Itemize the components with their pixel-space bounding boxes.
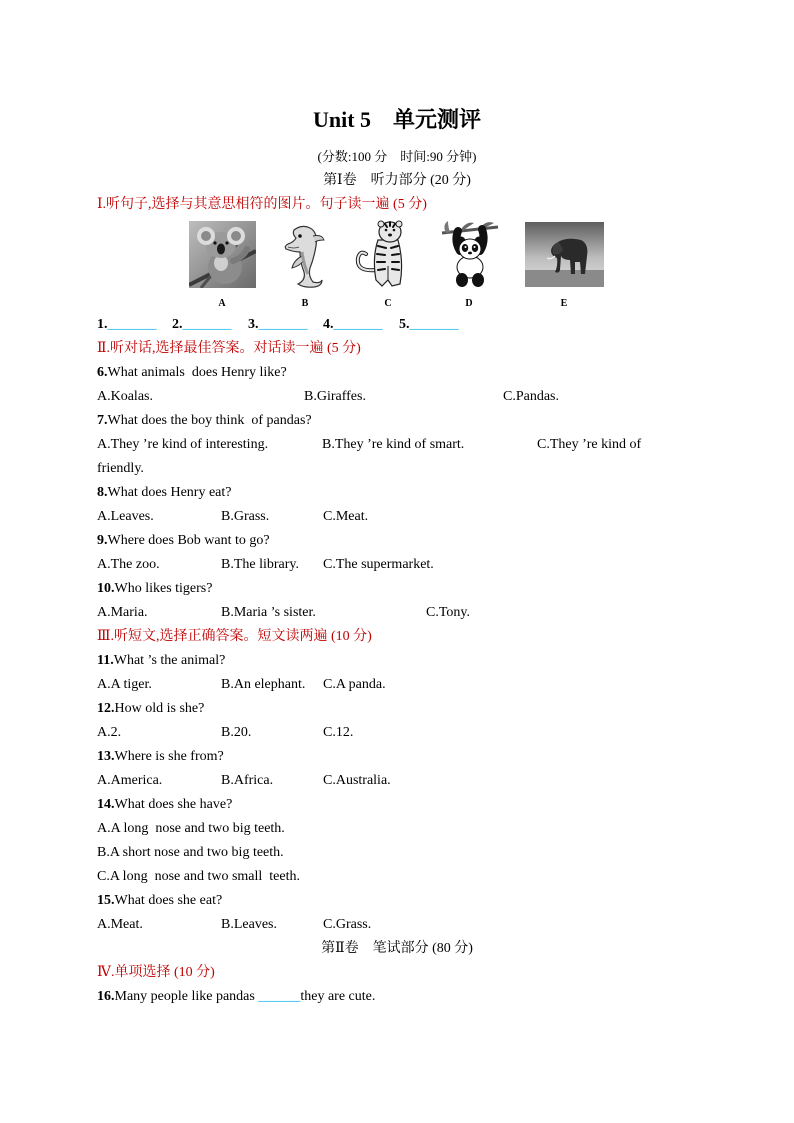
option-a: A.Leaves.: [97, 509, 154, 524]
picture-label-a: A: [218, 298, 226, 309]
option-b: B.Giraffes.: [304, 389, 366, 404]
question-12: [97, 697, 697, 721]
section-4-heading: Ⅳ.单项选择 (10 分): [97, 965, 215, 980]
blank-number: 5.: [399, 317, 410, 332]
picture-label-e: E: [560, 298, 568, 309]
elephant-picture: [525, 222, 604, 287]
question-6-options: [97, 385, 697, 409]
question-number: 14.: [97, 797, 115, 812]
option-c: C.Australia.: [323, 773, 391, 788]
question-text: What animals does Henry like?: [107, 365, 287, 380]
answer-blank-2: [172, 313, 232, 337]
question-10-options: [97, 601, 697, 625]
section-2-heading: Ⅱ.听对话,选择最佳答案。对话读一遍 (5 分): [97, 341, 361, 356]
question-number: 16.: [97, 989, 115, 1004]
question-14: [97, 793, 697, 817]
picture-label-c: C: [384, 298, 392, 309]
option-c: C.Pandas.: [503, 389, 559, 404]
score-time-info: (分数:100 分 时间:90 分钟): [317, 149, 477, 164]
question-8-options: [97, 505, 697, 529]
option-c: C.12.: [323, 725, 354, 740]
question-text-before: Many people like pandas: [114, 989, 259, 1004]
blank-number: 1.: [97, 317, 108, 332]
question-text-after: they are cute.: [300, 989, 376, 1004]
blank-line: _______: [258, 317, 308, 332]
blank-line: _______: [182, 317, 232, 332]
option-b: B.Africa.: [221, 773, 274, 788]
question-6: [97, 361, 697, 385]
blank-line: _______: [333, 317, 383, 332]
question-14-option-b: [97, 841, 697, 865]
picture-label-b: B: [301, 298, 309, 309]
answer-blank-4: [323, 313, 383, 337]
blank-number: 4.: [323, 317, 334, 332]
question-number: 6.: [97, 365, 108, 380]
question-16: [97, 985, 697, 1009]
volume-2-heading-text: 第Ⅱ卷 笔试部分 (80 分): [321, 941, 473, 956]
option-c-continuation-text: friendly.: [97, 461, 144, 476]
option-b: B.The library.: [221, 557, 300, 572]
picture-e: [525, 222, 604, 287]
volume-2-heading: [97, 937, 697, 961]
picture-a: [189, 221, 256, 288]
question-text: Where does Bob want to go?: [107, 533, 270, 548]
option-c: C.Meat.: [323, 509, 369, 524]
tiger-picture: [352, 218, 424, 288]
page-title: Unit 5 单元测评: [312, 107, 482, 132]
question-10: [97, 577, 697, 601]
option-a: A.2.: [97, 725, 122, 740]
question-number: 12.: [97, 701, 115, 716]
option-b: B.They ’re kind of smart.: [322, 437, 465, 452]
option-b: B.20.: [221, 725, 252, 740]
dolphin-picture: [280, 222, 328, 288]
question-text: What does the boy think of pandas?: [107, 413, 312, 428]
option-b: B.Grass.: [221, 509, 270, 524]
option-a: A.A tiger.: [97, 677, 152, 692]
question-11: [97, 649, 697, 673]
option-b: B.A short nose and two big teeth.: [97, 845, 284, 860]
answer-blank-1: [97, 313, 157, 337]
question-text: What does she have?: [114, 797, 233, 812]
question-number: 9.: [97, 533, 108, 548]
picture-c: [352, 218, 424, 288]
question-14-option-c: [97, 865, 697, 889]
picture-d: [440, 221, 500, 288]
option-a: A.They ’re kind of interesting.: [97, 437, 269, 452]
question-text: What does Henry eat?: [107, 485, 232, 500]
question-number: 7.: [97, 413, 108, 428]
question-9-options: [97, 553, 697, 577]
question-flow: [97, 337, 697, 1009]
option-a: A.Koalas.: [97, 389, 153, 404]
option-c: C.Tony.: [426, 605, 471, 620]
question-text: Who likes tigers?: [114, 581, 213, 596]
blank-number: 3.: [248, 317, 259, 332]
option-a: A.America.: [97, 773, 163, 788]
option-b: B.An elephant.: [221, 677, 306, 692]
question-number: 10.: [97, 581, 115, 596]
question-text: What does she eat?: [114, 893, 223, 908]
question-number: 13.: [97, 749, 115, 764]
section-1-heading: Ⅰ.听句子,选择与其意思相符的图片。句子读一遍 (5 分): [97, 197, 427, 212]
picture-label-d: D: [465, 298, 473, 309]
question-15-options: [97, 913, 697, 937]
option-c: C.The supermarket.: [323, 557, 434, 572]
option-c: C.They ’re kind of: [537, 437, 642, 452]
option-b: B.Maria ’s sister.: [221, 605, 316, 620]
option-c: C.A panda.: [323, 677, 386, 692]
question-14-option-a: [97, 817, 697, 841]
question-number: 11.: [97, 653, 114, 668]
koala-picture: [189, 221, 256, 288]
question-13-options: [97, 769, 697, 793]
question-text: How old is she?: [114, 701, 205, 716]
picture-b: [280, 222, 328, 288]
option-c-continuation: [97, 457, 697, 481]
question-7-options: [97, 433, 697, 457]
answer-blank-3: [248, 313, 308, 337]
option-a: A.Meat.: [97, 917, 143, 932]
panda-picture: [440, 221, 500, 288]
option-a: A.Maria.: [97, 605, 148, 620]
blank-number: 2.: [172, 317, 183, 332]
answer-blank-5: [399, 313, 459, 337]
option-b: B.Leaves.: [221, 917, 277, 932]
question-12-options: [97, 721, 697, 745]
volume-1-heading: 第Ⅰ卷 听力部分 (20 分): [323, 173, 471, 188]
question-text: Where is she from?: [114, 749, 224, 764]
question-7: [97, 409, 697, 433]
question-15: [97, 889, 697, 913]
question-9: [97, 529, 697, 553]
question-text: What ’s the animal?: [113, 653, 226, 668]
option-a: A.The zoo.: [97, 557, 160, 572]
question-13: [97, 745, 697, 769]
blank-line: _______: [409, 317, 459, 332]
blank-line: ______: [258, 989, 301, 1004]
blank-line: _______: [107, 317, 157, 332]
option-c: C.A long nose and two small teeth.: [97, 869, 300, 884]
question-11-options: [97, 673, 697, 697]
option-c: C.Grass.: [323, 917, 372, 932]
option-a: A.A long nose and two big teeth.: [97, 821, 285, 836]
section-3-heading: Ⅲ.听短文,选择正确答案。短文读两遍 (10 分): [97, 629, 372, 644]
question-number: 15.: [97, 893, 115, 908]
question-number: 8.: [97, 485, 108, 500]
question-8: [97, 481, 697, 505]
